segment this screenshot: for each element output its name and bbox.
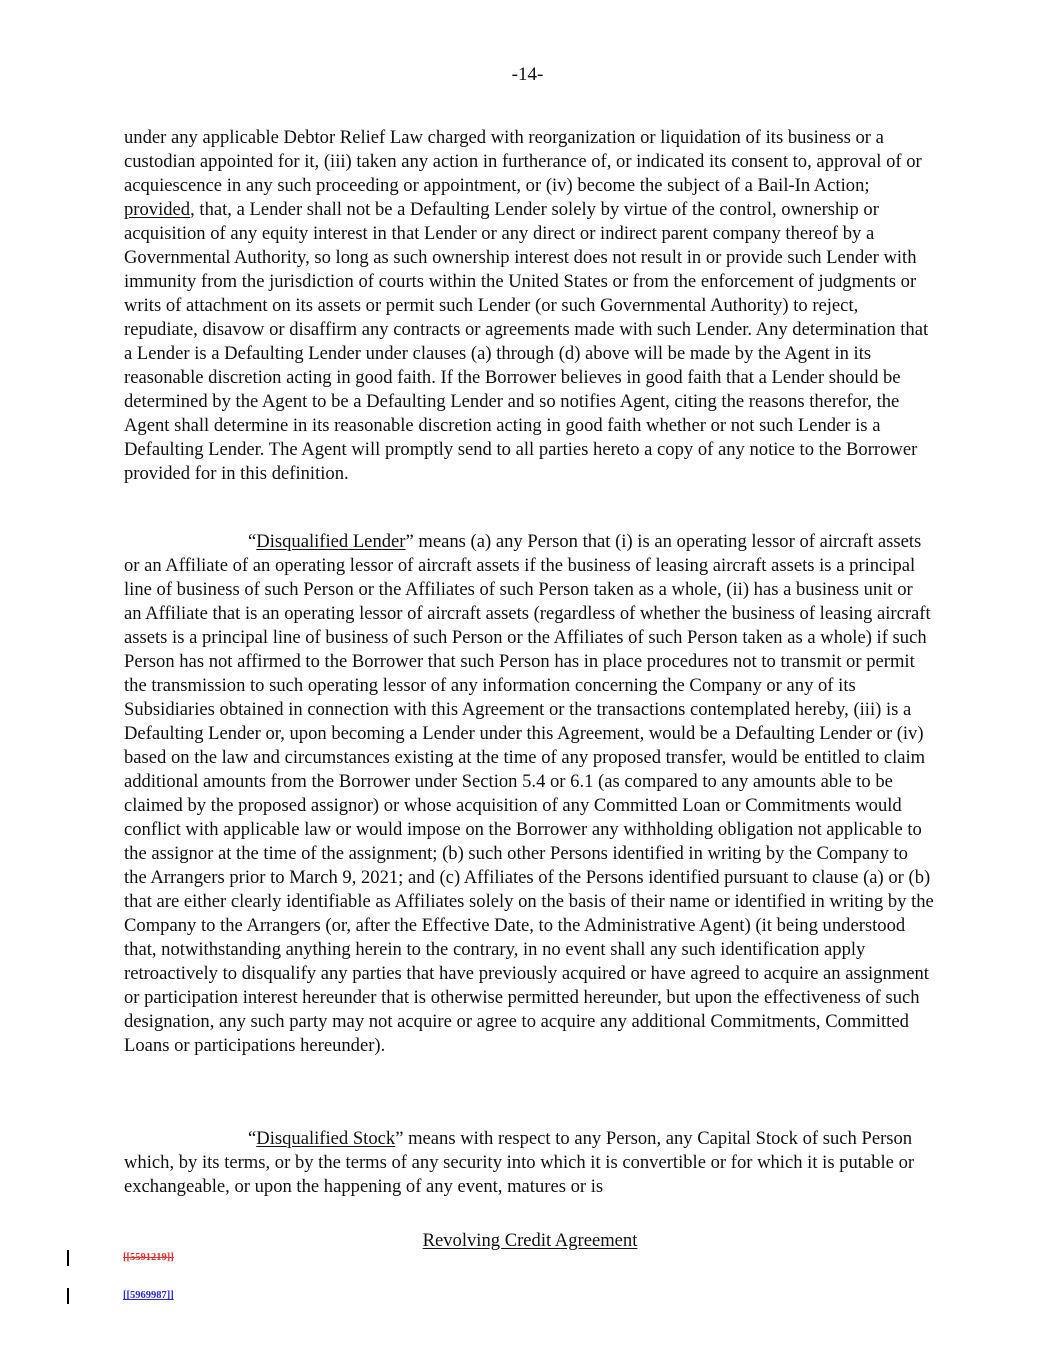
paragraph-text: , that, a Lender shall not be a Defaulting Lender solely by virtue of the control, ownership or acquisition of any equity interest in that Lender or any direct or indirect parent company thereof by a Governmental Authority, so long as such ownership interest does not result in or provide such Lender with immunity from the jurisdiction of courts within the United States or from the enforcement of judgments or writs of attachment on its assets or permit such Lender (or such Governmental Authority) to reject, repudiate, disavow or disaffirm any contracts or agreements made with such Lender. Any determination that a Lender is a Defaulting Lender under clauses (a) through (d) above will be made by the Agent in its reasonable discretion acting in good faith. If the Borrower believes in good faith that a Lender should be determined by the Agent to be a Defaulting Lender and so notifies Agent, citing the reasons therefor, the Agent shall determine in its reasonable discretion acting in good faith whether or not such Lender is a Defaulting Lender. The Agent will promptly send to all parties hereto a copy of any notice to the Borrower provided for in this definition. (124, 199, 929, 484)
open-quote: “ (248, 531, 257, 552)
change-bar (67, 1250, 69, 1266)
paragraph-text: under any applicable Debtor Relief Law charged with reorganization or liquidation of its business or a custodian appointed for it, (iii) taken any action in furtherance of, or indicated its consent to, approval of or acquiescence in any such proceeding or appointment, or (iv) become the subject of a Bail-In Action; (124, 127, 922, 196)
defined-term-provided: provided (124, 199, 191, 220)
deleted-document-id: [[5591219]] (123, 1252, 174, 1263)
inserted-document-id: [[5969987]] (123, 1290, 174, 1301)
defaulting-lender-definition-continued (124, 126, 934, 486)
page-number: -14- (511, 64, 544, 85)
paragraph-text: ” means with respect to any Person, any Capital Stock of such Person which, by its terms, or by the terms of any security into which it is convertible or for which it is putable or exchangeable, or upon the happening of any event, matures or is (124, 1128, 915, 1197)
defined-term-disqualified-lender: Disqualified Lender (256, 531, 406, 552)
defined-term-disqualified-stock: Disqualified Stock (256, 1128, 396, 1149)
footer-document-title: Revolving Credit Agreement (422, 1230, 638, 1251)
change-bar (67, 1288, 69, 1304)
open-quote: “ (248, 1128, 257, 1149)
paragraph-text: ” means (a) any Person that (i) is an operating lessor of aircraft assets or an Affiliate of an operating lessor of aircraft assets if the business of leasing aircraft assets is a principal line of business of such Person or the Affiliates of such Person taken as a whole, (ii) has a business unit or an Affiliate that is an operating lessor of aircraft assets (regardless of whether the business of leasing aircraft assets is a principal line of business of such Person or the Affiliates of such Person taken as a whole) if such Person has not affirmed to the Borrower that such Person has in place procedures not to transmit or permit the transmission to such operating lessor of any information concerning the Company or any of its Subsidiaries obtained in connection with this Agreement or the transactions contemplated hereby, (iii) is a Defaulting Lender or, upon becoming a Lender under this Agreement, would be a Defaulting Lender or (iv) based on the law and circumstances existing at the time of any proposed transfer, would be entitled to claim additional amounts from the Borrower under Section 5.4 or 6.1 (as compared to any amounts able to be claimed by the proposed assignor) or whose acquisition of any Committed Loan or Commitments would conflict with applicable law or would impose on the Borrower any withholding obligation not applicable to the assignor at the time of the assignment; (b) such other Persons identified in writing by the Company to the Arrangers prior to March 9, 2021; and (c) Affiliates of the Persons identified pursuant to clause (a) or (b) that are either clearly identifiable as Affiliates solely on the basis of their name or identified in writing by the Company to the Arrangers (or, after the Effective Date, to the Administrative Agent) (it being understood that, notwithstanding anything herein to the contrary, in no event shall any such identification apply retroactively to disqualify any parties that have previously acquired or have agreed to acquire an assignment or participation interest hereunder that is otherwise permitted hereunder, but upon the effectiveness of such designation, any such party may not acquire or agree to acquire any additional Commitments, Committed Loans or participations hereunder). (124, 531, 934, 1056)
disqualified-lender-definition (124, 530, 934, 1058)
disqualified-stock-definition (124, 1127, 934, 1199)
